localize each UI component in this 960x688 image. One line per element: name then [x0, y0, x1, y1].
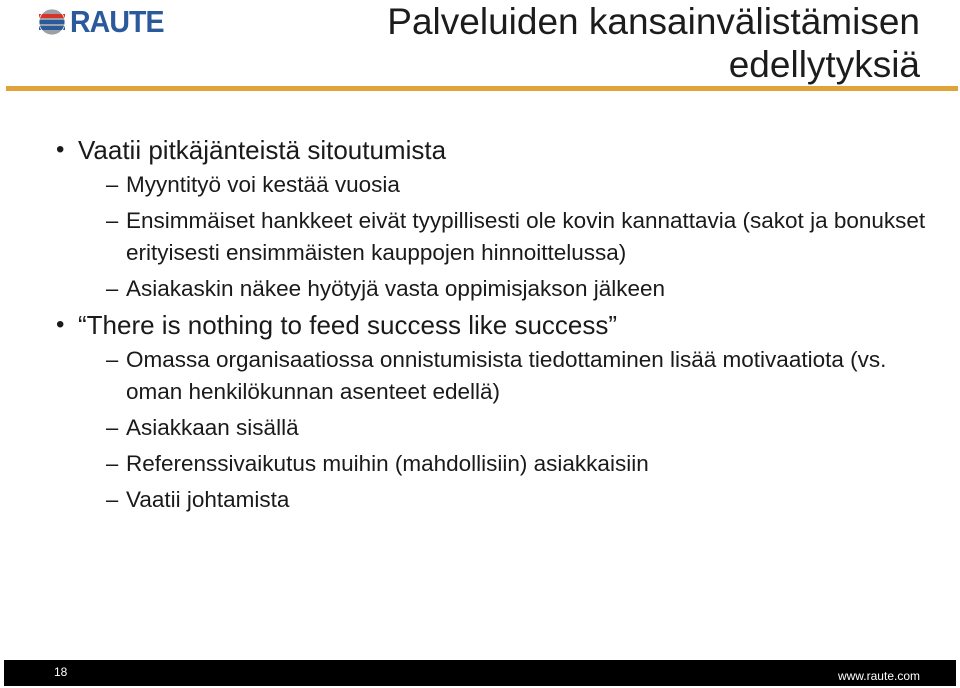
dash-icon: –	[106, 487, 119, 512]
dash-icon: –	[106, 415, 119, 440]
dash-icon: –	[106, 208, 119, 233]
sub-item	[80, 412, 936, 444]
bullet-dot-icon: •	[56, 311, 65, 338]
slide-content	[56, 134, 936, 520]
bullet-text: Vaatii pitkäjänteistä sitoutumista	[78, 135, 447, 165]
page-number: 18	[54, 665, 68, 679]
sub-item	[80, 169, 936, 201]
sub-item	[80, 344, 936, 408]
footer-url: www.raute.com	[837, 669, 920, 683]
bullet-item	[56, 134, 936, 305]
logo-text: RAUTE	[70, 4, 164, 39]
sub-item-text: Omassa organisaatiossa onnistumisista tiedottaminen lisää motivaatiota (vs. oman henkilökunnan asenteet edellä)	[126, 347, 887, 404]
raute-globe-icon	[38, 8, 66, 36]
sub-item-text: Vaatii johtamista	[126, 487, 290, 512]
sub-item-text: Myyntityö voi kestää vuosia	[126, 172, 400, 197]
bullet-dot-icon: •	[56, 136, 65, 163]
bullet-item	[56, 309, 936, 516]
sub-item	[80, 484, 936, 516]
dash-icon: –	[106, 347, 119, 372]
sub-item	[80, 448, 936, 480]
page-title: Palveluiden kansainvälistämisen edellytyksiä	[387, 1, 920, 85]
sub-item-text: Asiakaskin näkee hyötyjä vasta oppimisjakson jälkeen	[126, 276, 666, 301]
dash-icon: –	[106, 276, 119, 301]
dash-icon: –	[106, 451, 119, 476]
title-divider	[6, 86, 958, 91]
sub-list	[78, 169, 936, 305]
sub-item	[80, 273, 936, 305]
sub-item-text: Ensimmäiset hankkeet eivät tyypillisesti ole kovin kannattavia (sakot ja bonukset erityisesti ensimmäisten kauppojen hinnoittelussa)	[126, 208, 926, 265]
sub-item-text: Referenssivaikutus muihin (mahdollisiin) asiakkaisiin	[126, 451, 649, 476]
dash-icon: –	[106, 172, 119, 197]
sub-item-text: Asiakkaan sisällä	[126, 415, 299, 440]
sub-list	[78, 344, 936, 516]
raute-logo	[38, 6, 172, 38]
footer-bar	[4, 660, 956, 686]
sub-item	[80, 205, 936, 269]
bullet-text: “There is nothing to feed success like success”	[78, 310, 618, 340]
